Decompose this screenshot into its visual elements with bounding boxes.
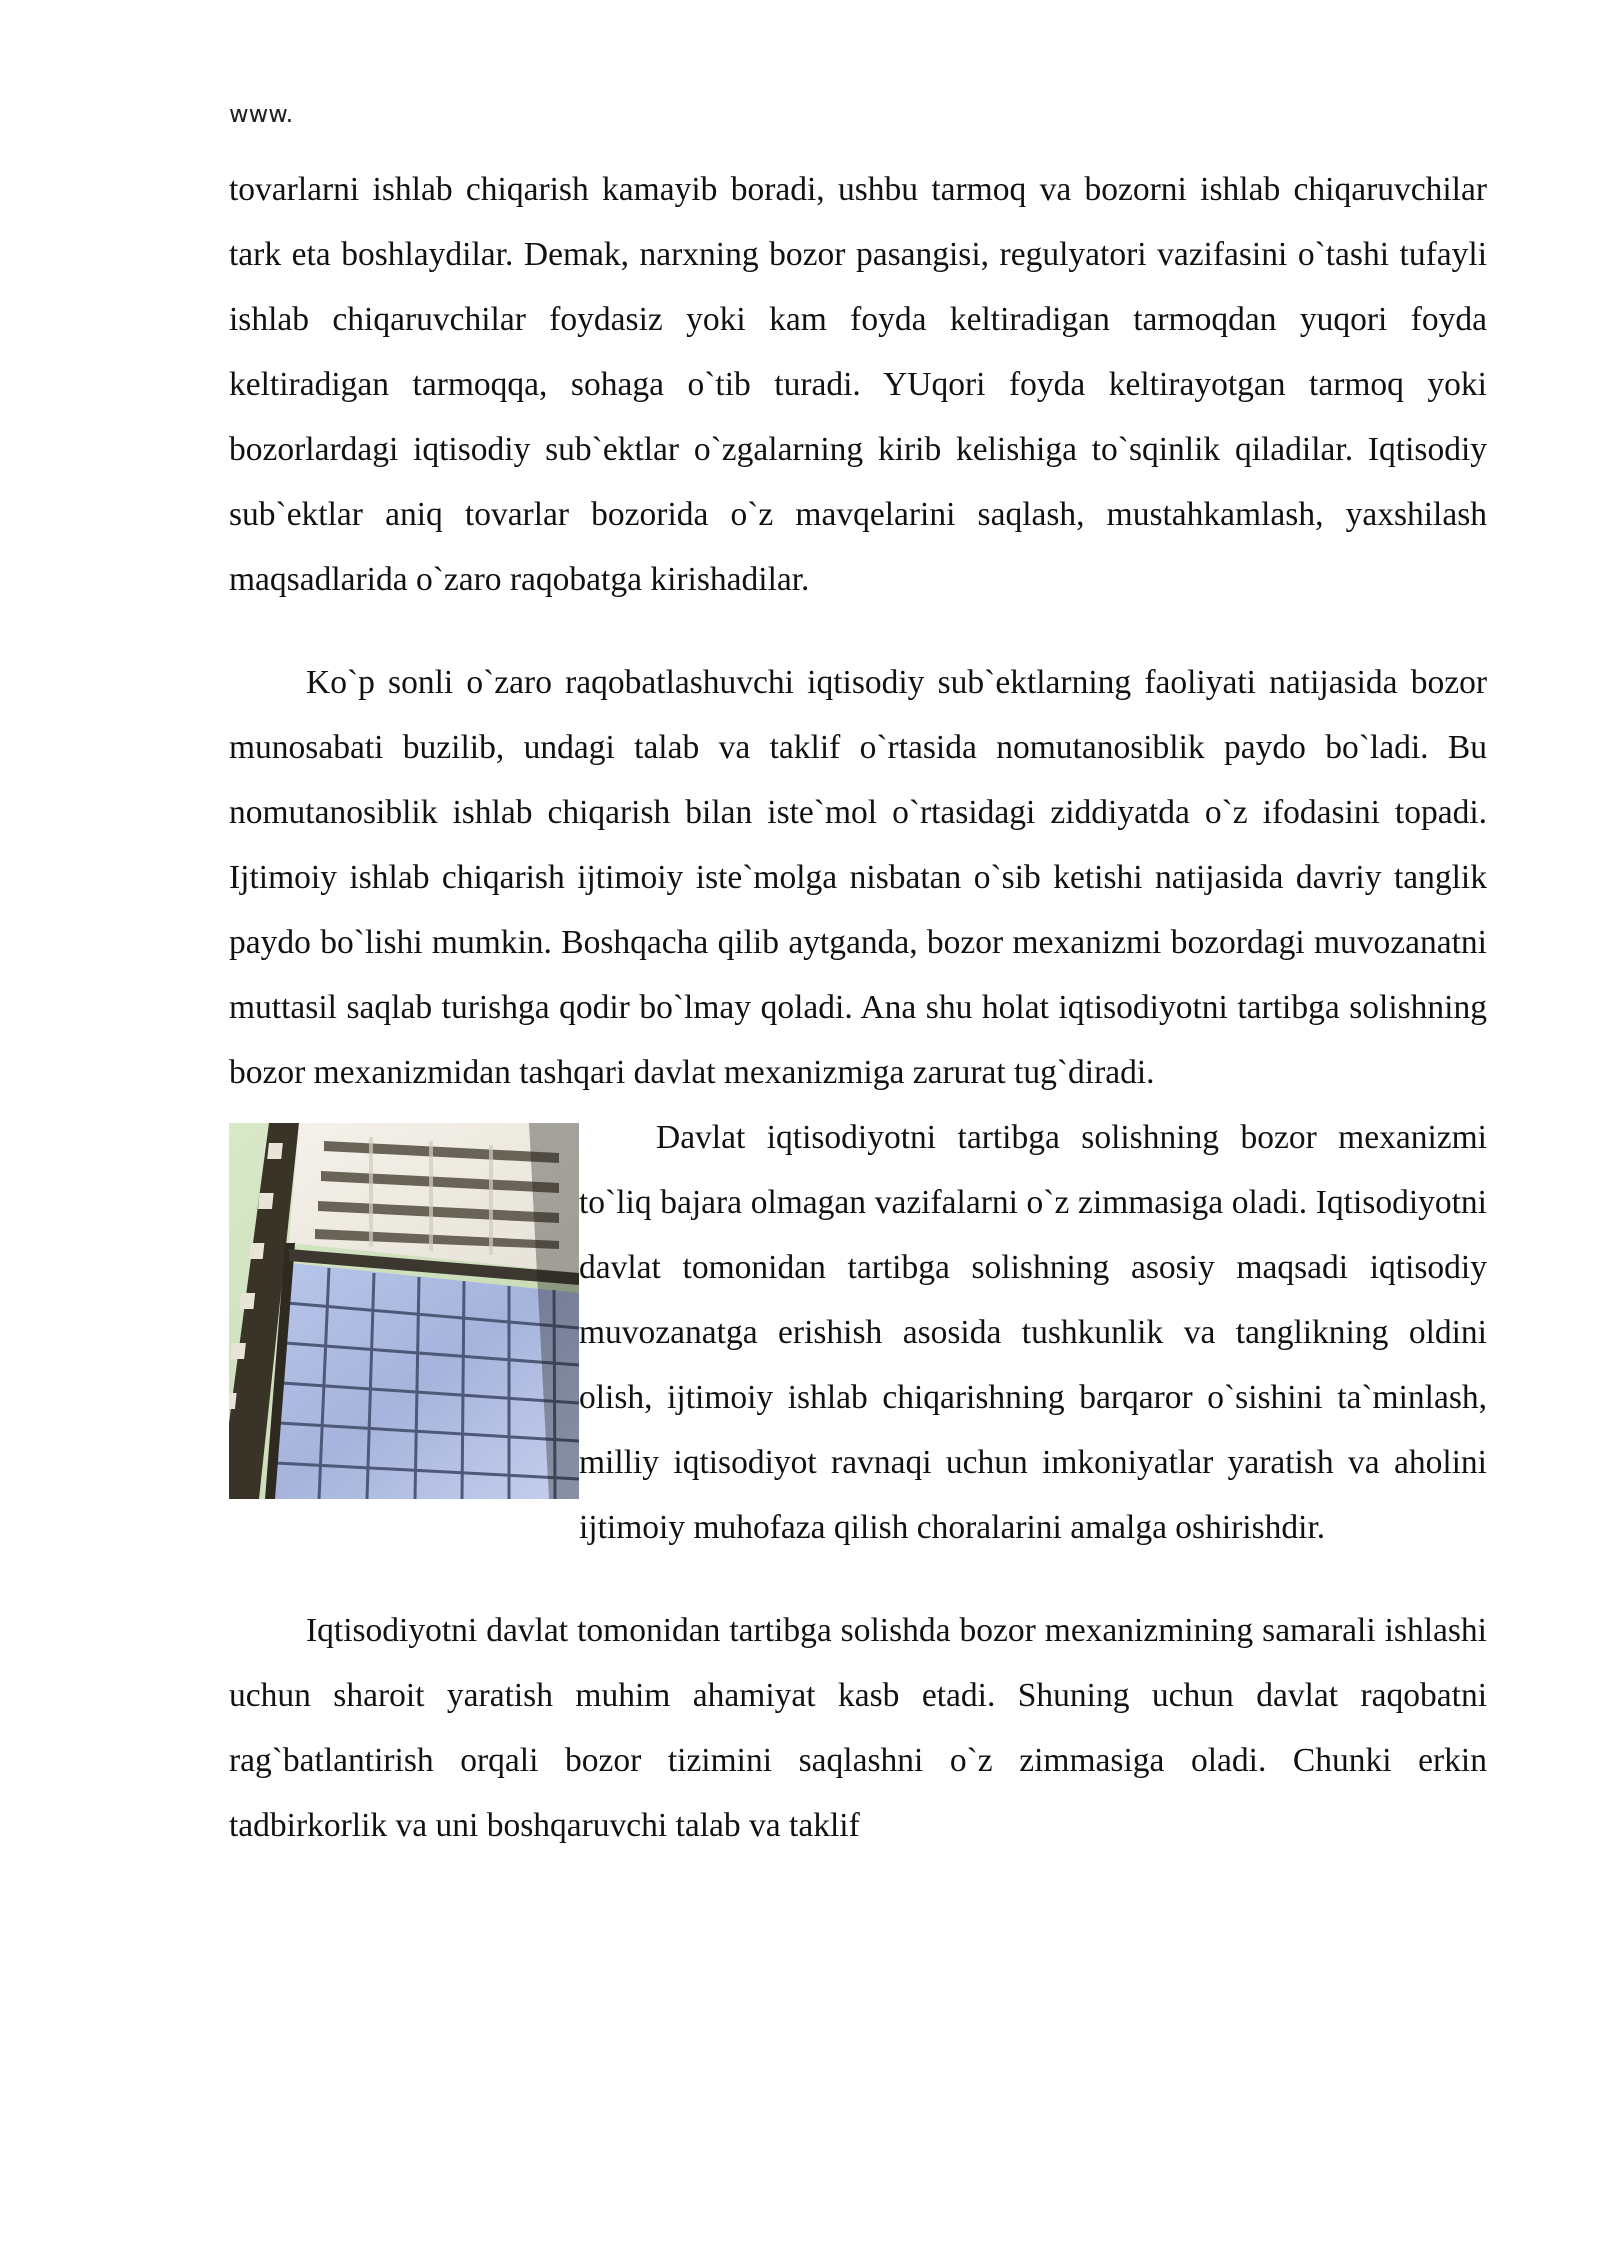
paragraph-1: tovarlarni ishlab chiqarish kamayib boradi, ushbu tarmoq va bozorni ishlab chiqaruvchilar tark eta boshlaydilar. Demak, narxning bozor pasangisi, regulyatori vazifasini o`tashi tufayli ishlab chiqaruvchilar foydasiz yoki kam foyda keltiradigan tarmoqdan yuqori foyda keltiradigan tarmoqqa, sohaga o`tib turadi. YUqori foyda keltirayotgan tarmoq yoki bozorlardagi iqtisodiy sub`ektlar o`zgalarning kirib kelishiga to`sqinlik qiladilar. Iqtisodiy sub`ektlar aniq tovarlar bozorida o`z mavqelarini saqlash, mustahkamlash, yaxshilash maqsadlarida o`zaro raqobatga kirishadilar. xyxy=(229,171,1487,598)
paragraph-2 xyxy=(229,650,1487,1105)
paragraph-3: Davlat iqtisodiyotni tartibga solishning bozor mexanizmi to`liq bajara olmagan vazifalarni o`z zimmasiga oladi. Iqtisodiyotni davlat tomonidan tartibga solishning asosiy maqsadi iqtisodiy muvozanatga erishish asosida tushkunlik va tanglikning oldini olish, ijtimoiy ishlab chiqarishning barqaror o`sishini ta`minlash, milliy iqtisodiyot ravnaqi uchun imkoniyatlar yaratish va aholini ijtimoiy muhofaza qilish choralarini amalga oshirishdir. xyxy=(579,1119,1487,1546)
header-url: www. xyxy=(229,100,294,128)
office-building-photo-icon xyxy=(229,1123,579,1499)
paragraph-4: Iqtisodiyotni davlat tomonidan tartibga solishda bozor mexanizmining samarali ishlashi uchun sharoit yaratish muhim ahamiyat kasb etadi. Shuning uchun davlat raqobatni rag`batlantirish orqali bozor tizimini saqlashni o`z zimmasiga oladi. Chunki erkin tadbirkorlik va uni boshqaruvchi talab va taklif xyxy=(229,1612,1487,1844)
body-text xyxy=(229,157,1487,1858)
paragraph-2-text: Ko`p sonli o`zaro raqobatlashuvchi iqtisodiy sub`ektlarning faoliyati natijasida bozor munosabati buzilib, undagi talab va taklif o`rtasida nomutanosiblik paydo bo`ladi. Bu nomutanosiblik ishlab chiqarish bilan iste`mol o`rtasidagi ziddiyatda o`z ifodasini topadi. Ijtimoiy ishlab chiqarish ijtimoiy iste`molga nisbatan o`sib ketishi natijasida davriy tanglik paydo bo`lishi mumkin. Boshqacha qilib aytganda, bozor mexanizmi bozordagi muvozanatni muttasil saqlab turishga qodir bo`lmay qoladi. Ana shu holat iqtisodiyotni tartibga solishning bozor mexanizmidan tashqari davlat mexanizmiga zarurat tug`diradi. xyxy=(229,664,1487,1091)
